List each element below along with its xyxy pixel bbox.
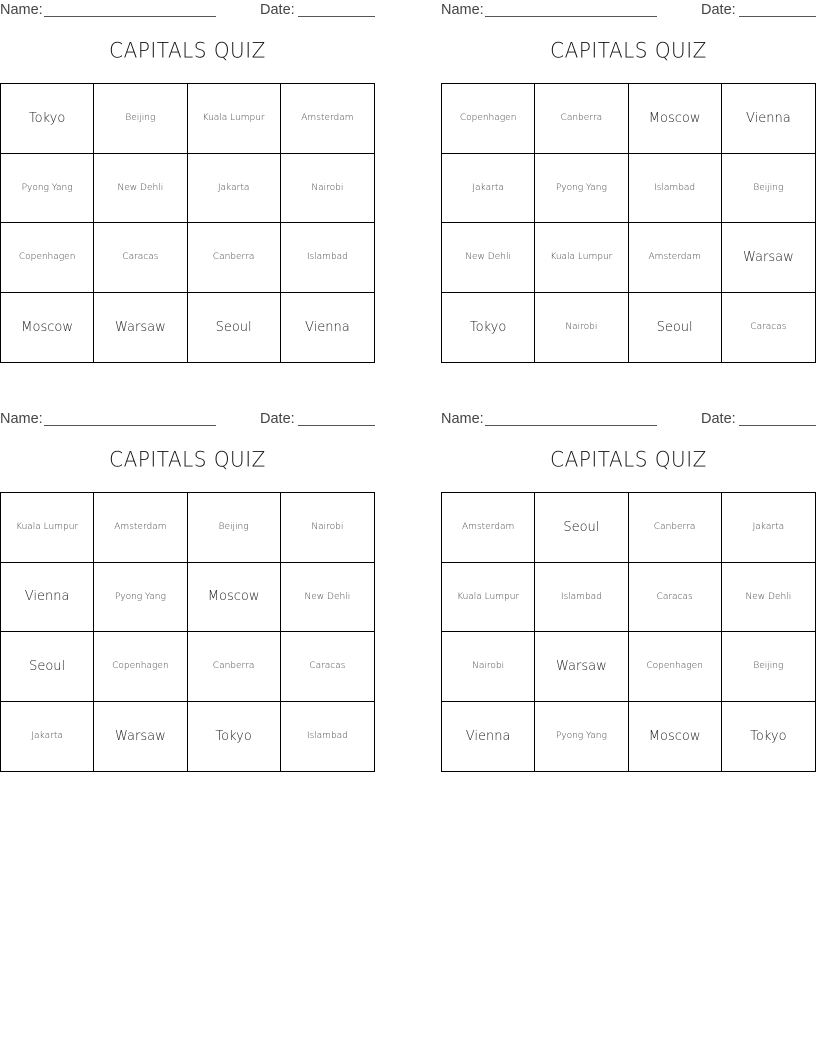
card-header [0, 409, 375, 429]
grid-cell: Moscow [629, 702, 722, 772]
card-header [441, 0, 816, 20]
grid-cell: Amsterdam [629, 223, 722, 293]
grid-cell: Canberra [188, 223, 281, 293]
grid-cell: Nairobi [535, 293, 628, 363]
grid-cell: Kuala Lumpur [442, 563, 535, 633]
grid-cell: Warsaw [535, 632, 628, 702]
grid-cell: Canberra [535, 84, 628, 154]
quiz-title: CAPITALS QUIZ [109, 446, 266, 472]
grid-cell: Nairobi [281, 154, 374, 224]
grid-cell: Islambad [535, 563, 628, 633]
quiz-card-4 [441, 409, 816, 774]
grid-cell: Seoul [188, 293, 281, 363]
name-blank [485, 425, 657, 426]
name-label: Name: [0, 2, 43, 18]
grid-cell: Moscow [629, 84, 722, 154]
quiz-card-2 [441, 0, 816, 365]
date-blank [739, 16, 816, 17]
grid-cell: Warsaw [722, 223, 815, 293]
date-blank [298, 16, 375, 17]
grid-cell: Tokyo [1, 84, 94, 154]
grid-cell: Copenhagen [629, 632, 722, 702]
grid-cell: Islambad [306, 731, 348, 742]
grid-cell: Warsaw [94, 293, 187, 363]
grid-cell: Jakarta [722, 493, 815, 563]
grid-cell: Warsaw [94, 702, 187, 772]
name-label: Name: [0, 411, 43, 427]
grid-cell: Beijing [188, 493, 281, 563]
date-label: Date: [701, 411, 736, 427]
capitals-grid [0, 83, 375, 363]
grid-cell: Pyong Yang [94, 563, 187, 633]
grid-cell: New Dehli [94, 154, 187, 224]
grid-cell: Beijing [94, 84, 187, 154]
grid-cell: Copenhagen [94, 632, 187, 702]
grid-cell: Caracas [94, 223, 187, 293]
capitals-grid [0, 492, 375, 772]
grid-cell: Nairobi [281, 493, 374, 563]
grid-cell: Copenhagen [1, 223, 94, 293]
grid-cell: Caracas [281, 632, 374, 702]
date-label: Date: [260, 2, 295, 18]
quiz-title: CAPITALS QUIZ [550, 37, 707, 63]
grid-cell: Islambad [281, 223, 374, 293]
grid-cell: Jakarta [188, 154, 281, 224]
quiz-title: CAPITALS QUIZ [109, 37, 266, 63]
name-label: Name: [441, 411, 484, 427]
grid-cell: New Dehli [442, 223, 535, 293]
grid-cell: Kuala Lumpur [188, 84, 281, 154]
grid-cell: Canberra [629, 493, 722, 563]
grid-cell: Amsterdam [94, 493, 187, 563]
grid-cell: Beijing [722, 154, 815, 224]
grid-cell: Tokyo [442, 293, 535, 363]
grid-cell: Kuala Lumpur [535, 223, 628, 293]
grid-cell: Caracas [750, 322, 787, 333]
name-blank [485, 16, 657, 17]
quiz-title: CAPITALS QUIZ [550, 446, 707, 472]
date-label: Date: [701, 2, 736, 18]
grid-cell: Amsterdam [442, 493, 535, 563]
name-blank [44, 16, 216, 17]
grid-cell: Vienna [442, 702, 535, 772]
grid-cell: Vienna [1, 563, 94, 633]
grid-cell: Jakarta [1, 702, 94, 772]
grid-cell: Canberra [188, 632, 281, 702]
grid-cell: Jakarta [442, 154, 535, 224]
grid-cell: Copenhagen [442, 84, 535, 154]
date-blank [298, 425, 375, 426]
grid-cell: Kuala Lumpur [1, 493, 94, 563]
grid-cell: Moscow [188, 563, 281, 633]
grid-cell: Caracas [629, 563, 722, 633]
grid-cell: Vienna [305, 319, 350, 335]
grid-cell: Islambad [629, 154, 722, 224]
grid-cell: Beijing [722, 632, 815, 702]
grid-cell: Pyong Yang [535, 154, 628, 224]
card-header [0, 0, 375, 20]
capitals-grid [441, 492, 816, 772]
date-label: Date: [260, 411, 295, 427]
capitals-grid [441, 83, 816, 363]
quiz-card-1 [0, 0, 375, 365]
grid-cell: Tokyo [750, 728, 787, 744]
name-blank [44, 425, 216, 426]
name-label: Name: [441, 2, 484, 18]
grid-cell: New Dehli [281, 563, 374, 633]
grid-cell: New Dehli [722, 563, 815, 633]
grid-cell: Pyong Yang [535, 702, 628, 772]
grid-cell: Vienna [722, 84, 815, 154]
grid-cell: Seoul [629, 293, 722, 363]
grid-cell: Seoul [535, 493, 628, 563]
grid-cell: Pyong Yang [1, 154, 94, 224]
quiz-card-3 [0, 409, 375, 774]
date-blank [739, 425, 816, 426]
grid-cell: Seoul [1, 632, 94, 702]
grid-cell: Nairobi [442, 632, 535, 702]
card-header [441, 409, 816, 429]
grid-cell: Tokyo [188, 702, 281, 772]
grid-cell: Amsterdam [281, 84, 374, 154]
grid-cell: Moscow [1, 293, 94, 363]
